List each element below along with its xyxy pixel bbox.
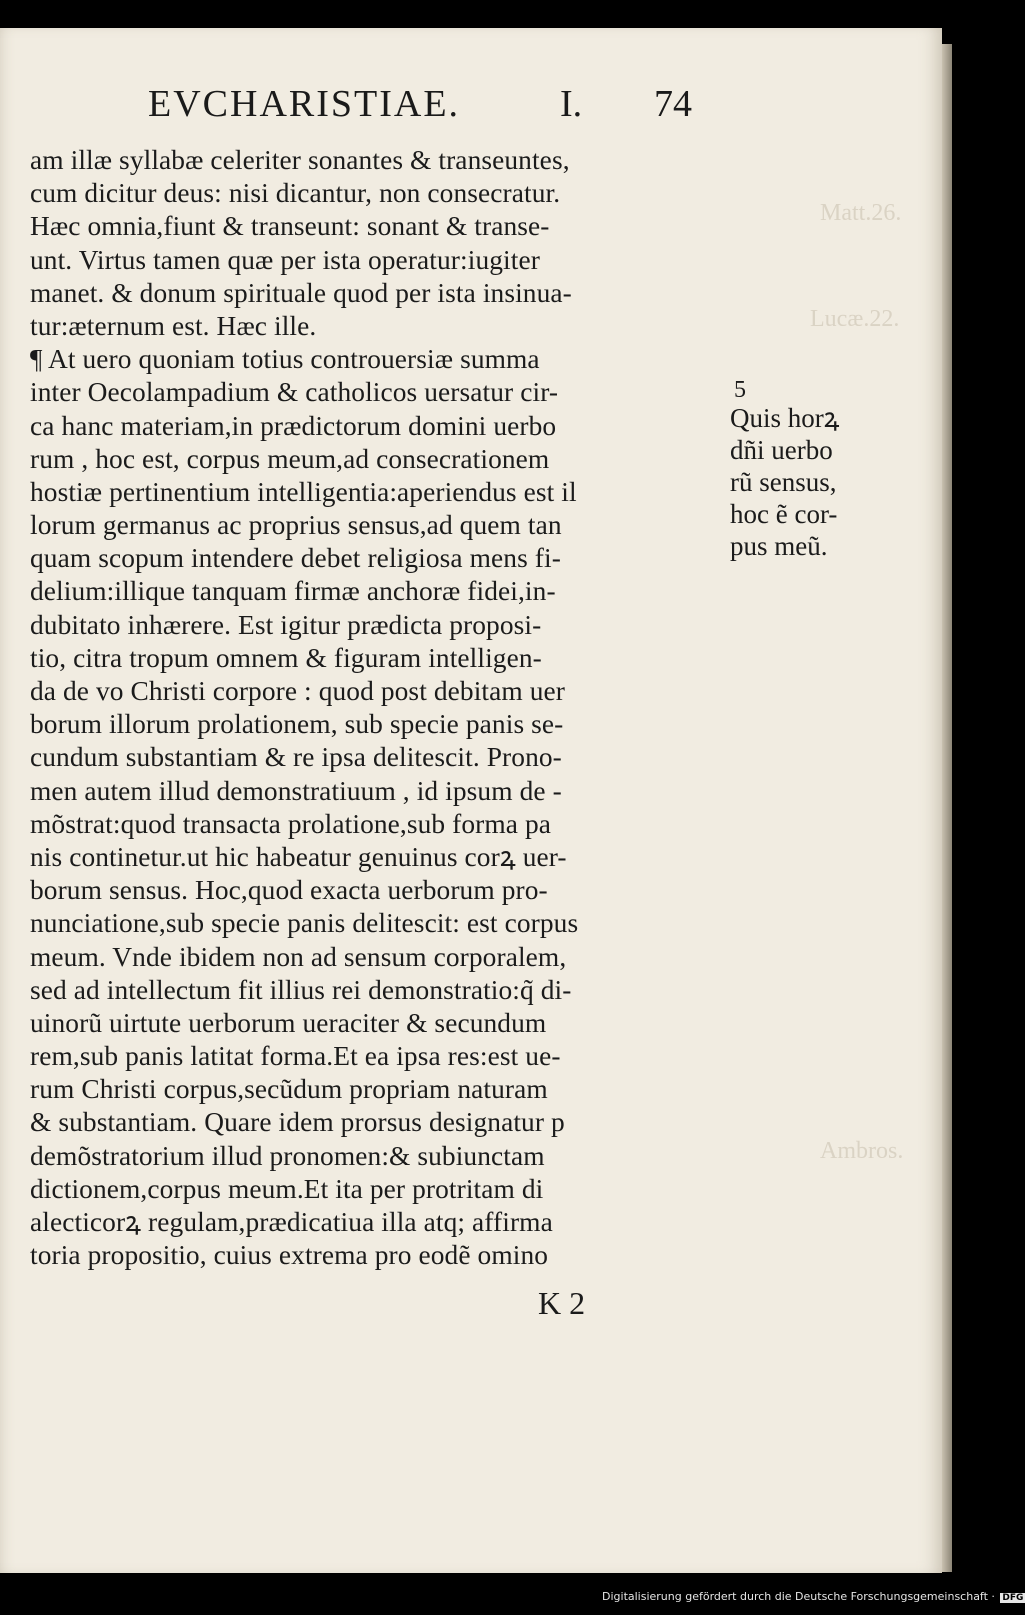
bleed-through-text: Lucæ.22. <box>810 306 900 332</box>
text-line: borum sensus. Hoc,quod exacta uerborum pro- <box>30 875 548 906</box>
text-line: Hæc omnia,fiunt & transeunt: sonant & transe- <box>30 211 550 242</box>
text-line: dubitato inhærere. Est igitur prædicta proposi- <box>30 609 542 640</box>
bleed-through-text: Ambros. <box>820 1138 904 1164</box>
signature-mark: K 2 <box>538 1285 586 1321</box>
margin-note <box>730 378 900 562</box>
text-line: lorum germanus ac proprius sensus,ad quem tan <box>30 510 562 541</box>
margin-note-marker: 5 <box>734 377 746 403</box>
footer-credit <box>602 1590 1024 1603</box>
text-line: nunciatione,sub specie panis delitescit: est corpus <box>30 908 579 939</box>
footer-credit-text: Digitalisierung gefördert durch die Deutsche Forschungsgemeinschaft · <box>602 1590 995 1603</box>
text-line: tur:æternum est. Hæc ille. <box>30 310 317 341</box>
text-line: & substantiam. Quare idem prorsus designatur p <box>30 1107 565 1138</box>
margin-note-line: rũ sensus, <box>730 467 837 497</box>
margin-note-lines <box>730 402 900 562</box>
text-line: meum. Vnde ibidem non ad sensum corporalem, <box>30 941 567 972</box>
margin-note-line: pus meũ. <box>730 531 828 561</box>
text-line: uinorũ uirtute uerborum ueraciter & secundum <box>30 1007 547 1038</box>
text-line: ca hanc materiam,in prædictorum domini uerbo <box>30 410 557 441</box>
text-line: cum dicitur deus: nisi dicantur, non consecratur. <box>30 178 561 209</box>
page-edge <box>942 44 952 1572</box>
text-line: delium:illique tanquam firmæ anchoræ fidei,in- <box>30 576 556 607</box>
text-line: rum Christi corpus,secũdum propriam naturam <box>30 1074 548 1105</box>
text-line: demõstratorium illud pronomen:& subiunctam <box>30 1140 545 1171</box>
text-line: ¶ At uero quoniam totius controuersiæ summa <box>30 344 540 375</box>
text-line: manet. & donum spirituale quod per ista insinua- <box>30 277 572 308</box>
text-line: cundum substantiam & re ipsa delitescit. Prono- <box>30 742 562 773</box>
text-line: tio, citra tropum omnem & figuram intelligen- <box>30 642 542 673</box>
text-line: rem,sub panis latitat forma.Et ea ipsa res:est ue- <box>30 1041 561 1072</box>
bleed-through-text: Matt.26. <box>820 200 902 226</box>
margin-note-line: hoc ẽ cor- <box>730 499 838 529</box>
text-line: mõstrat:quod transacta prolatione,sub forma pa <box>30 808 552 839</box>
text-line: quam scopum intendere debet religiosa mens fi- <box>30 543 561 574</box>
dfg-logo: DFG <box>1002 1593 1024 1603</box>
text-line: borum illorum prolationem, sub specie panis se- <box>30 709 564 740</box>
text-line: rum , hoc est, corpus meum,ad consecrationem <box>30 443 550 474</box>
running-head: EVCHARISTIAE. <box>148 83 461 125</box>
text-line: hostiæ pertinentium intelligentia:aperiendus est il <box>30 476 577 507</box>
text-line: alecticorꝝ regulam,prædicatiua illa atq; affirma <box>30 1207 553 1237</box>
main-text-block <box>30 144 720 1272</box>
margin-note-line: dñi uerbo <box>730 435 833 465</box>
folio-number: 74 <box>654 83 692 125</box>
text-line: nis continetur.ut hic habeatur genuinus corꝝ uer- <box>30 841 567 872</box>
margin-note-line: Quis horꝝ <box>730 403 840 433</box>
text-line: toria propositio, cuius extrema pro eodẽ omino <box>30 1240 549 1271</box>
text-line: inter Oecolampadium & catholicos uersatur cir- <box>30 377 559 408</box>
text-line: da de vo Christi corpore : quod post debitam uer <box>30 676 565 706</box>
text-line: sed ad intellectum fit illius rei demonstratio:q̃ di- <box>30 974 572 1005</box>
text-line: unt. Virtus tamen quæ per ista operatur:iugiter <box>30 244 540 275</box>
chapter-number: I. <box>560 83 583 125</box>
running-header <box>148 82 708 132</box>
text-line: am illæ syllabæ celeriter sonantes & transeuntes, <box>30 145 570 175</box>
text-line: dictionem,corpus meum.Et ita per protritam di <box>30 1173 544 1204</box>
text-line: men autem illud demonstratiuum , id ipsum de - <box>30 775 562 806</box>
